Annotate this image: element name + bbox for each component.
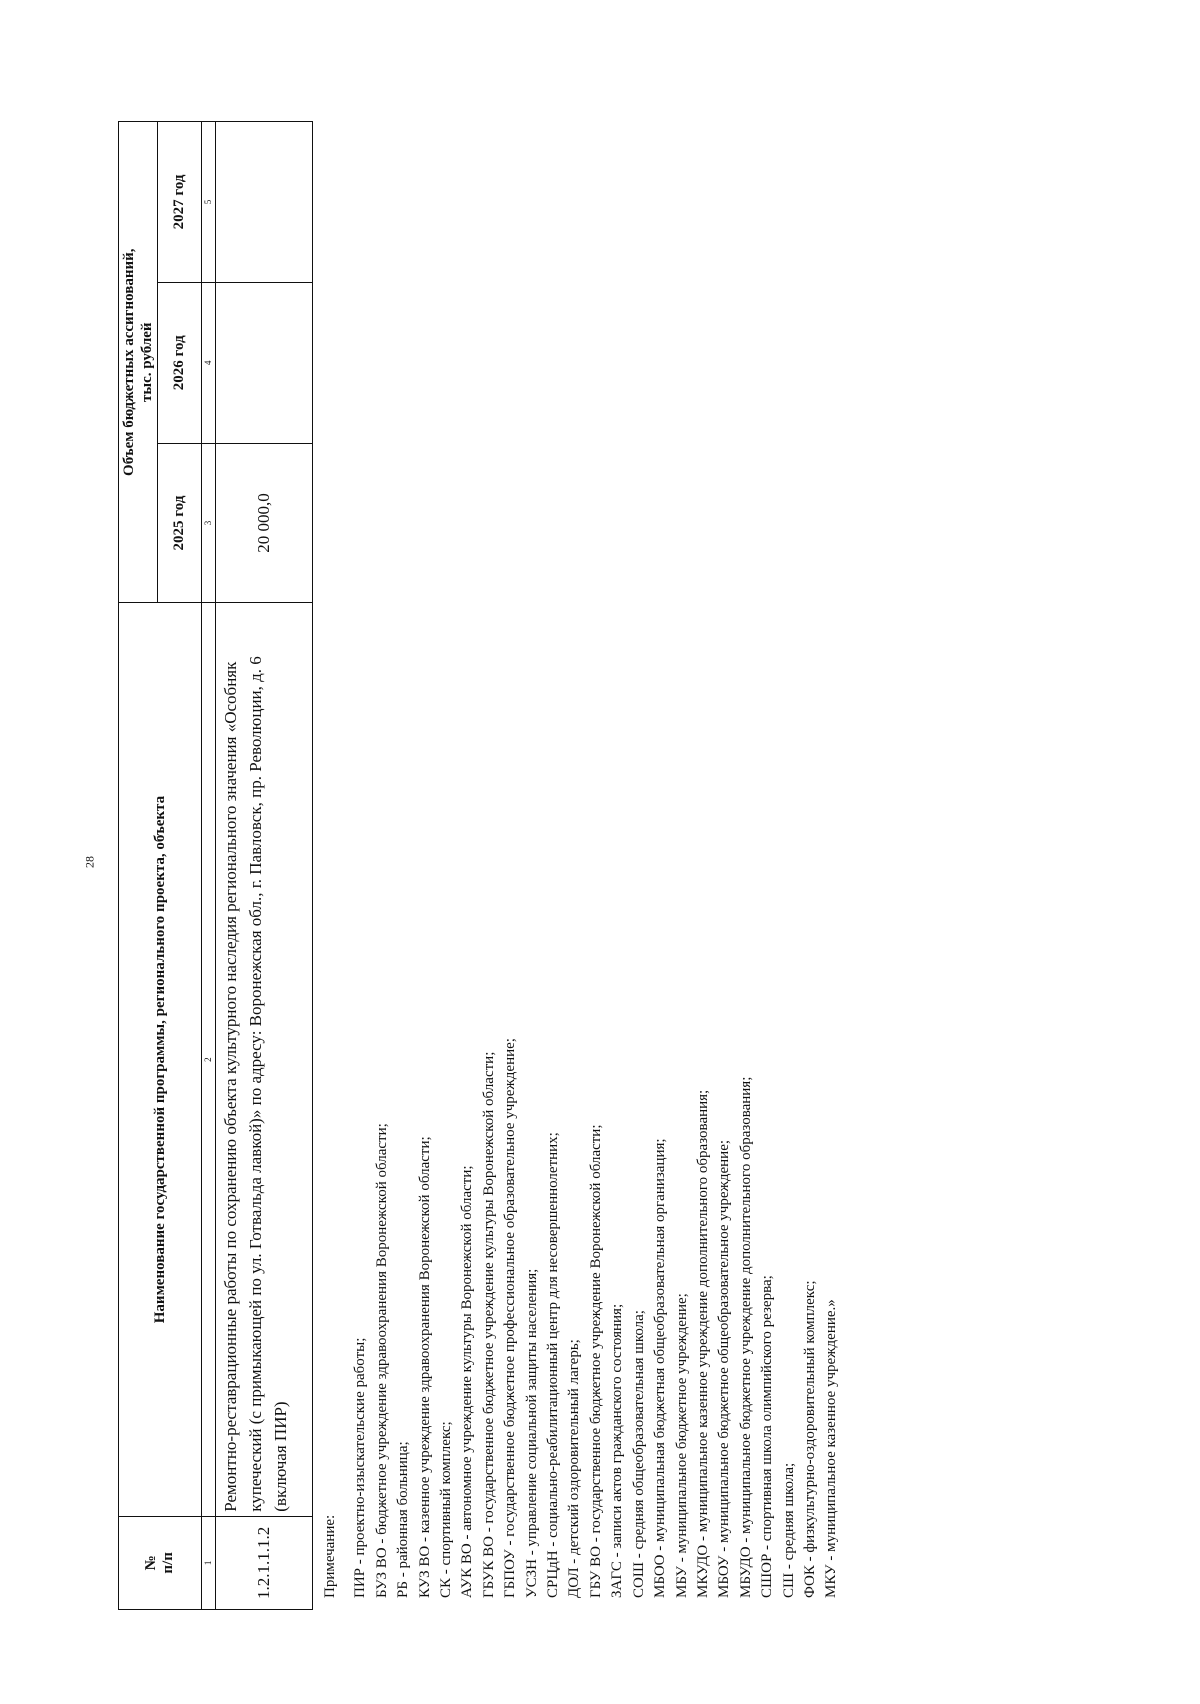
note-item: СОШ - средняя общеобразовательная школа;	[630, 1310, 647, 1598]
note-item: МБУ - муниципальное бюджетное учреждение;	[673, 1293, 690, 1598]
note-item: СШОР - спортивная школа олимпийского резерва;	[759, 1275, 776, 1598]
table-row	[216, 122, 313, 1610]
note-item: МБОО - муниципальная бюджетная общеобразовательная организация;	[652, 1138, 669, 1598]
note-item: ЗАГС - записи актов гражданского состояния;	[609, 1303, 626, 1598]
notes	[320, 138, 843, 1598]
row-number: 1.2.1.1.1.2	[216, 1516, 313, 1609]
note-item: АУК ВО - автономное учреждение культуры Воронежской области;	[459, 1165, 476, 1598]
note-item: ГБУ ВО - государственное бюджетное учреждение Воронежской области;	[587, 1124, 604, 1598]
note-item: МБОУ - муниципальное бюджетное общеобразовательное учреждение;	[716, 1139, 733, 1598]
note-item: СРЦдН - социально-реабилитационный центр для несовершеннолетних;	[545, 1132, 562, 1598]
note-item: ДОЛ - детский оздоровительный лагерь;	[566, 1339, 583, 1598]
note-item: КУЗ ВО - казенное учреждение здравоохранения Воронежской области;	[416, 1136, 433, 1598]
budget-table	[118, 121, 313, 1610]
rotated-page	[0, 80, 1100, 1640]
header-num: № п/п	[119, 1516, 202, 1609]
note-item: ФОК - физкультурно-оздоровительный комплекс;	[801, 1280, 818, 1598]
page-number: 28	[82, 856, 97, 868]
index-row	[202, 122, 216, 1610]
row-object-name: Ремонтно-реставрационные работы по сохранению объекта культурного наследия регионального значения «Особняк купеческий (с примыкающей по ул. Готвальда лавкой)» по адресу: Воронежская обл., г. Павловск, пр. Революции, д. 6 (включая ПИР)	[216, 603, 313, 1516]
note-item: УСЗН - управление социальной защиты населения;	[523, 1268, 540, 1598]
note-item: БУЗ ВО - бюджетное учреждение здравоохранения Воронежской области;	[373, 1123, 390, 1598]
note-item: ГБПОУ - государственное бюджетное профессиональное образовательное учреждение;	[502, 1038, 519, 1598]
index-cell: 4	[202, 282, 216, 443]
index-cell: 3	[202, 443, 216, 603]
note-item: РБ - районная больница;	[395, 1441, 412, 1598]
header-year-2027: 2027 год	[158, 122, 202, 283]
header-name: Наименование государственной программы, регионального проекта, объекта	[119, 603, 202, 1516]
index-cell: 1	[202, 1516, 216, 1609]
header-year-2025: 2025 год	[158, 443, 202, 603]
note-item: СШ - средняя школа;	[780, 1462, 797, 1598]
index-cell: 2	[202, 603, 216, 1516]
note-item: МБУДО - муниципальное бюджетное учреждение дополнительного образования;	[737, 1076, 754, 1598]
row-value-2025: 20 000,0	[216, 443, 313, 603]
note-item: МКУ - муниципальное казенное учреждение.»	[823, 1299, 840, 1598]
note-item: ПИР - проектно-изыскательские работы;	[352, 1337, 369, 1598]
row-value-2027	[216, 122, 313, 283]
note-item: ГБУК ВО - государственное бюджетное учреждение культуры Воронежской области;	[480, 1051, 497, 1598]
notes-title: Примечание:	[322, 1514, 338, 1598]
header-year-2026: 2026 год	[158, 282, 202, 443]
row-value-2026	[216, 282, 313, 443]
header-budget: Объем бюджетных ассигнований, тыс. рублей	[119, 122, 158, 603]
note-item: СК - спортивный комплекс;	[438, 1421, 455, 1598]
index-cell: 5	[202, 122, 216, 283]
note-item: МКУДО - муниципальное казенное учреждение дополнительного образования;	[694, 1089, 711, 1598]
